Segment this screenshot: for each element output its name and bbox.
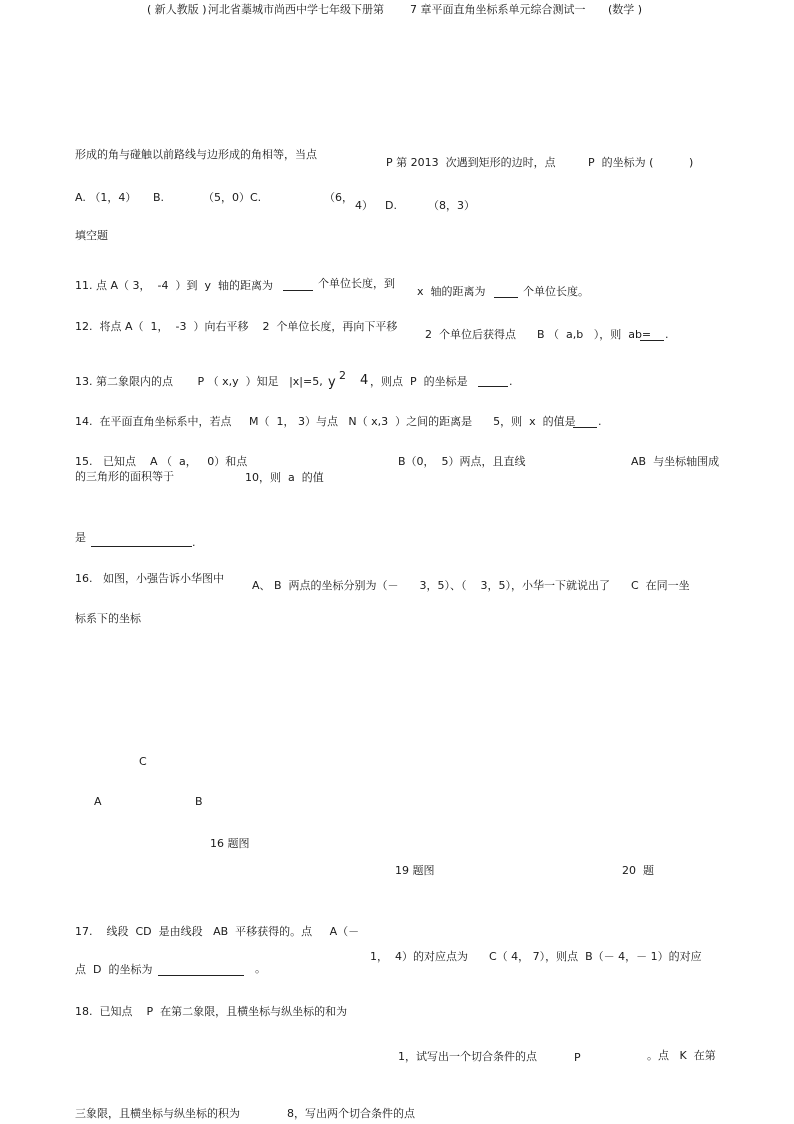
q18-line2b: 8，写出两个切合条件的点: [287, 1107, 415, 1120]
q10-line1-right-q: P 的坐标为 (: [588, 156, 654, 169]
q15-blank: [91, 546, 192, 547]
q13-y: y: [328, 375, 336, 390]
q10-line1-paren: ): [689, 156, 694, 169]
q15-part2: B（0， 5）两点，且直线: [398, 455, 526, 468]
q10-option-a: A. （1，4）: [75, 191, 137, 204]
q13-period: .: [509, 375, 513, 388]
q17-part1: 17. 线段 CD 是由线段 AB 平移获得的。点 A（－: [75, 925, 360, 938]
q15-part1: 15. 已知点 A （ a， 0）和点: [75, 455, 248, 468]
q16-part2: A、 B 两点的坐标分别为（－ 3，5）、（ 3，5），小华一下就说出了 C 在同一坐: [252, 579, 690, 592]
figure-point-b-label: B: [195, 795, 203, 808]
q12-blank: [640, 340, 664, 341]
q11-part3: x 轴的距离为: [417, 285, 486, 298]
q12-period: .: [665, 328, 669, 341]
q13-exponent: 2: [339, 369, 346, 382]
q18-part1: 18. 已知点 P 在第二象限，且横坐标与纵坐标的和为: [75, 1005, 348, 1018]
figure-19-caption: 19 题图: [395, 864, 435, 877]
q18-part3: P: [574, 1051, 581, 1064]
q18-part4: 。点 K 在第: [647, 1049, 716, 1062]
q13-part1: 13. 第二象限内的点 P （ x,y ）知足 |x|=5,: [75, 375, 323, 388]
q12-part1: 12. 将点 A（ 1， -3 ）向右平移 2 个单位长度，再向下平移: [75, 320, 398, 333]
q11-part1: 11. 点 A（ 3， -4 ）到 y 轴的距离为: [75, 279, 273, 292]
q10-option-b-value: （5，0）C.: [203, 191, 262, 204]
header-title-a: ( 新人教版 ): [147, 3, 207, 16]
q11-part4: 个单位长度。: [523, 285, 589, 298]
q15-period: .: [192, 536, 196, 549]
q15-part3: AB 与坐标轴围成: [631, 455, 720, 468]
q10-line1-right-p: P 第 2013 次遇到矩形的边时，点: [386, 156, 556, 169]
q17-period: 。: [255, 962, 266, 975]
q18-part2: 1，试写出一个切合条件的点: [398, 1050, 537, 1063]
q17-blank: [158, 975, 244, 976]
q13-four: 4: [360, 373, 369, 388]
section-fill-in-heading: 填空题: [75, 229, 108, 242]
q10-option-d-label: D.: [385, 199, 397, 212]
header-title-c: 7 章平面直角坐标系单元综合测试一: [410, 3, 586, 16]
q10-option-c-bottom: 4）: [355, 199, 373, 212]
q11-blank-2: [494, 297, 518, 298]
q15-line2a: 的三角形的面积等于: [75, 470, 174, 483]
q11-blank-1: [283, 290, 313, 291]
q16-line2: 标系下的坐标: [75, 612, 141, 625]
header-title-b: 河北省藁城市尚西中学七年级下册第: [208, 3, 384, 16]
header-title-d: (数学 ): [608, 3, 643, 16]
q12-part2: 2 个单位后获得点 B （ a,b ），则 ab=: [425, 328, 652, 341]
q18-line2a: 三象限，且横坐标与纵坐标的积为: [75, 1107, 240, 1120]
figure-20-caption: 20 题: [622, 864, 654, 877]
q10-option-b-label: B.: [153, 191, 165, 204]
q13-blank: [478, 386, 508, 387]
q14-part1: 14. 在平面直角坐标系中，若点 M（ 1， 3）与点 N（ x,3 ）之间的距离是 5，则 x 的值是: [75, 415, 576, 428]
q10-option-c-top: （6，: [324, 191, 353, 204]
q14-blank: [573, 427, 597, 428]
q17-part2: 1， 4）的对应点为 C（ 4， 7），则点 B（－ 4，－ 1）的对应: [370, 950, 702, 963]
q13-part2: ，则点 P 的坐标是: [370, 375, 468, 388]
q15-line2b: 10，则 a 的值: [245, 471, 324, 484]
figure-point-c-label: C: [139, 755, 147, 768]
q15-line3: 是: [75, 531, 86, 544]
q10-option-d-value: （8，3）: [428, 199, 475, 212]
figure-point-a-label: A: [94, 795, 102, 808]
q14-period: .: [598, 415, 602, 428]
q17-line2: 点 D 的坐标为: [75, 963, 153, 976]
q11-part2: 个单位长度，到: [318, 277, 395, 290]
q10-line1-left: 形成的角与碰触以前路线与边形成的角相等，当点: [75, 148, 317, 161]
q16-part1: 16. 如图，小强告诉小华图中: [75, 572, 224, 585]
figure-16-caption: 16 题图: [210, 837, 250, 850]
